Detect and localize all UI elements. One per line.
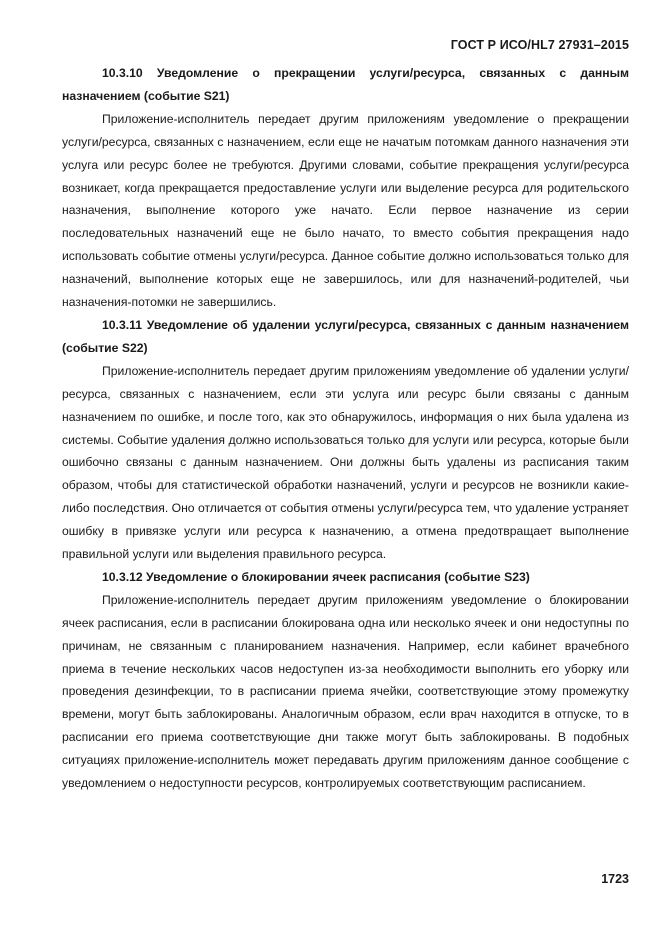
section-heading-10-3-12: 10.3.12 Уведомление о блокировании ячеек расписания (событие S23)	[102, 569, 530, 584]
standard-header: ГОСТ Р ИСО/HL7 27931–2015	[450, 38, 629, 52]
page-number: 1723	[601, 872, 629, 886]
section-text-10-3-11: Приложение-исполнитель передает другим приложениям уведомление об удалении услуги/ресурса, связанных с назначением, если эти услуга или ресурс были связаны с данным назначением по ошибке, и после того, как это обнаружилось, информация о них была удалена из системы. Событие удаления должно использоваться только для услуги или ресурса, которые были ошибочно связаны с данным назначением. Они должны быть удалены из расписания таким образом, чтобы для статистической обработки назначений, услуги и ресурсов не возникли какие-либо последствия. Оно отличается от события отмены услуги/ресурса тем, что удаление устраняет ошибку в привязке услуги или ресурса к назначению, а отмена предотвращает выполнение правильной услуги или выделения правильного ресурса.	[62, 363, 629, 562]
section-text-10-3-10: Приложение-исполнитель передает другим приложениям уведомление о прекращении услуги/ресурса, связанных с назначением, если еще не начатым потомкам данного назначения эти услуга или ресурс более не требуются. Другими словами, событие прекращения услуги/ресурса возникает, когда прекращается предоставление услуги или выделение ресурса для родительского назначения, выполнение которого уже начато. Если первое назначение из серии последовательных назначений еще не было начато, то вместо события прекращения надо использовать событие отмены услуги/ресурса. Данное событие должно использоваться только для назначений, выполнение которых еще не завершилось, или для назначений-родителей, чьи назначения-потомки не завершились.	[62, 111, 629, 310]
section-heading-10-3-10: 10.3.10 Уведомление о прекращении услуги/ресурса, связанных с данным назначением (событие S21)	[62, 66, 629, 103]
section-heading-10-3-11: 10.3.11 Уведомление об удалении услуги/ресурса, связанных с данным назначением (событие S22)	[62, 317, 629, 355]
document-body	[62, 62, 629, 795]
section-text-10-3-12: Приложение-исполнитель передает другим приложениям уведомление о блокировании ячеек расписания, если в расписании блокирована одна или несколько ячеек и они недоступны по причинам, не связанным с планированием назначения. Например, если кабинет врачебного приема в течение нескольких часов недоступен из-за необходимости выполнить его уборку или проведения дезинфекции, то в расписании приема ячейки, соответствующие этому промежутку времени, могут быть заблокированы. Аналогичным образом, если врач находится в отпуске, то в расписании его приема соответствующие дни также могут быть заблокированы. В подобных ситуациях приложение-исполнитель может передавать другим приложениям данное сообщение с уведомлением о недоступности ресурсов, контролируемых соответствующим расписанием.	[62, 592, 629, 791]
